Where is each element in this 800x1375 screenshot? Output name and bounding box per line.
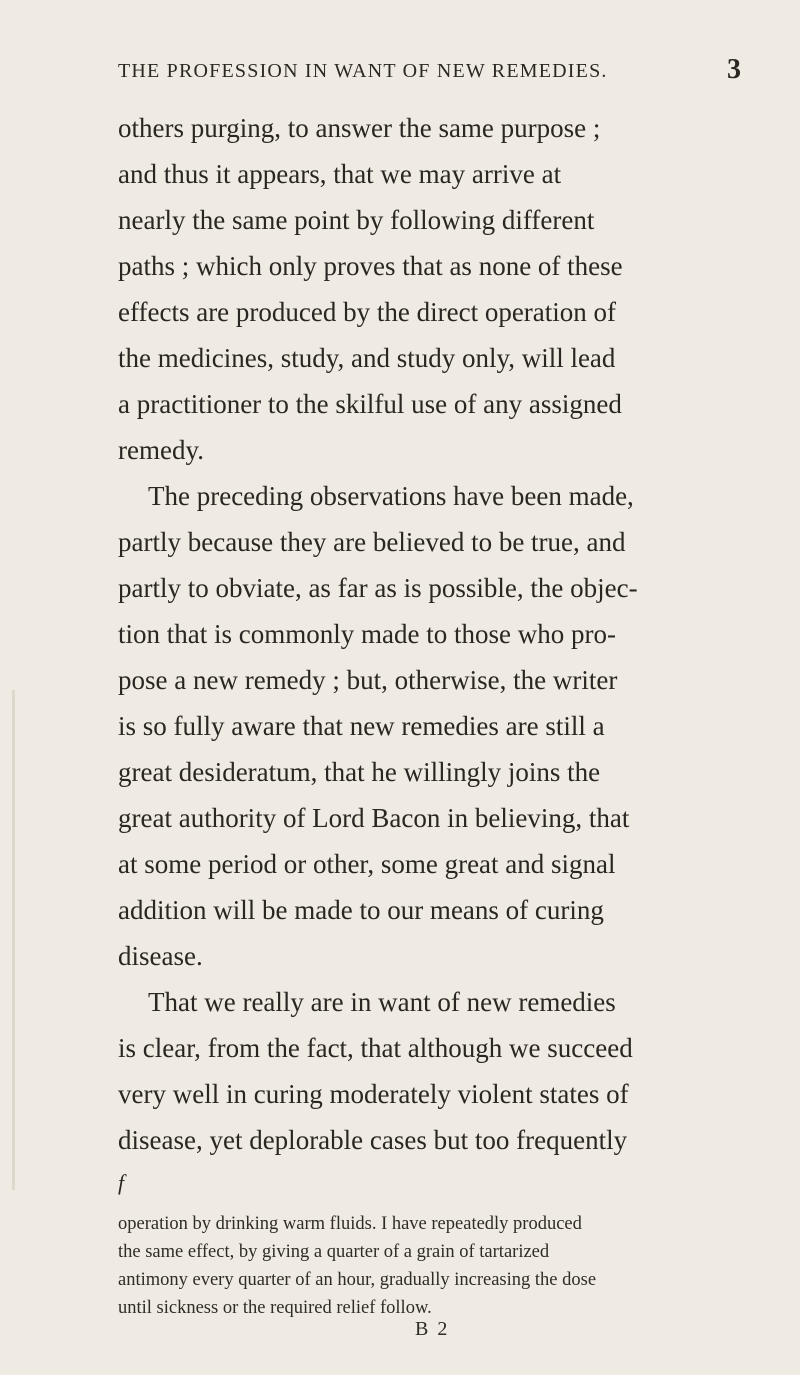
text-line: a practitioner to the skilful use of any assigned [118,389,622,419]
text-line: partly because they are believed to be true, and [118,527,626,557]
text-line: remedy. [118,435,204,465]
text-line: disease, yet deplorable cases but too frequently [118,1125,628,1155]
footnote-line: the same effect, by giving a quarter of a grain of tartarized [118,1242,550,1262]
text-line: great desideratum, that he willingly joins the [118,757,601,787]
text-line: effects are produced by the direct operation of [118,297,617,327]
text-line: partly to obviate, as far as is possible, the objec- [118,573,638,603]
footnote-line: operation by drinking warm fluids. I have repeatedly produced [118,1214,582,1234]
text-line: great authority of Lord Bacon in believing, that [118,803,630,833]
footnote-line: until sickness or the required relief follow. [118,1298,432,1318]
paragraph-start-line: The preceding observations have been made, [148,481,634,511]
text-line: at some period or other, some great and signal [118,849,616,879]
text-line: the medicines, study, and study only, will lead [118,343,616,373]
signature-mark: B 2 [415,1318,450,1340]
text-line: others purging, to answer the same purpose ; [118,113,601,143]
text-line: pose a new remedy ; but, otherwise, the writer [118,665,618,695]
running-head: THE PROFESSION IN WANT OF NEW REMEDIES. [118,60,608,82]
footnote-line: antimony every quarter of an hour, gradually increasing the dose [118,1270,597,1290]
footnote-mark: f [118,1170,125,1195]
page-number: 3 [727,54,741,85]
text-line: very well in curing moderately violent states of [118,1079,629,1109]
binding-shadow [12,690,15,1190]
text-line: nearly the same point by following different [118,205,595,235]
text-line: paths ; which only proves that as none of these [118,251,623,281]
text-line: addition will be made to our means of curing [118,895,604,925]
text-line: is clear, from the fact, that although we succeed [118,1033,633,1063]
text-line: and thus it appears, that we may arrive at [118,159,562,189]
text-line: is so fully aware that new remedies are still a [118,711,605,741]
text-line: disease. [118,941,203,971]
text-line: tion that is commonly made to those who pro- [118,619,616,649]
body-text [118,105,728,1163]
paragraph-start-line: That we really are in want of new remedies [148,987,616,1017]
footnote [118,1210,728,1322]
